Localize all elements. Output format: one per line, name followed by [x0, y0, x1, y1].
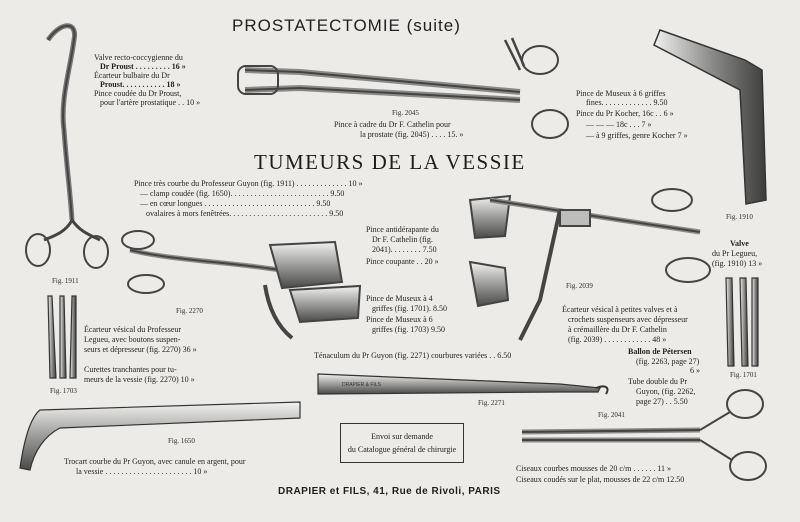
ecarteur-proust-line1: Écarteur bulbaire du Dr — [94, 71, 170, 80]
pince-coupante-line: Pince coupante . . 20 » — [366, 257, 439, 266]
trocart-line2: la vessie . . . . . . . . . . . . . . . . . . . . . . 10 » — [76, 467, 208, 476]
instrument-mark: DRAPIER & FILS — [342, 382, 381, 388]
fig-1911-caption: Fig. 1911 — [52, 277, 79, 285]
pince-cadre-line2: la prostate (fig. 2045) . . . . 15. » — [360, 130, 464, 139]
forceps-fig-1701 — [726, 278, 758, 366]
coeur-longues-line: — en cœur longues . . . . . . . . . . . . . . . . . . . . . . . . . . . . 9.50 — [140, 199, 331, 208]
publisher-footer: DRAPIER et FILS, 41, Rue de Rivoli, PARIS — [278, 486, 501, 497]
pince-guyon-line1: Pince très courbe du Professeur Guyon (fig. 1911) . . . . . . . . . . . . . 10 » — [134, 179, 363, 188]
forceps-fig-1703 — [48, 296, 76, 378]
ecarteur-proust-line2: Proust. . . . . . . . . . . 18 » — [100, 80, 181, 89]
catalogue-notice-box — [340, 423, 464, 463]
cathelin-line4: (fig. 2039) . . . . . . . . . . . . 48 » — [568, 335, 667, 344]
cathelin-line3: à crémaillère du Dr F. Cathelin — [568, 325, 667, 334]
fig-2039-caption: Fig. 2039 — [566, 282, 593, 290]
fig-2271-caption: Fig. 2271 — [478, 399, 505, 407]
valve-proust-line2: Dr Proust . . . . . . . . . 16 » — [100, 62, 186, 71]
legueu-line3: seurs et dépresseur (fig. 2270) 36 » — [84, 345, 197, 354]
tube-line2: Guyon, (fig. 2262, — [636, 387, 696, 396]
title-prostatectomie: PROSTATECTOMIE (suite) — [232, 16, 461, 35]
ballon-line3: 6 » — [690, 366, 700, 375]
trocart-line1: Trocart courbe du Pr Guyon, avec canule en argent, pour — [64, 457, 246, 466]
tenaculum-line: Ténaculum du Pr Guyon (fig. 2271) courbures variées . . 6.50 — [314, 351, 512, 360]
museux-4-line2: griffes (fig. 1701). 8.50 — [372, 304, 447, 313]
antiderapante-line2: Dr F. Cathelin (fig. — [372, 235, 433, 244]
ovalaires-line: ovalaires à mors fenêtrées. . . . . . . . . . . . . . . . . . . . . . . . . 9.50 — [146, 209, 344, 218]
tube-line3: page 27) . . 5.50 — [636, 397, 688, 406]
title-tumeurs: TUMEURS DE LA VESSIE — [254, 150, 526, 174]
ballon-line2: (fig. 2263, page 27) — [636, 357, 700, 366]
museux-6s-line1: Pince de Museux à 6 — [366, 315, 433, 324]
forceps-fig-1911 — [26, 26, 108, 268]
museux-6s-line2: griffes (fig. 1703) 9.50 — [372, 325, 445, 334]
antiderapante-line1: Pince antidérapante du — [366, 225, 439, 234]
clamp-coudee-line: — clamp coudée (fig. 1650). . . . . . . . . . . . . . . . . . . . . . . . . 9.50 — [140, 189, 345, 198]
fig-1703-caption: Fig. 1703 — [50, 387, 77, 395]
valve-legueu-line2: du Pr Legueu, — [712, 249, 758, 258]
museux-4-line1: Pince de Museux à 4 — [366, 294, 433, 303]
ciseaux-courbes-line: Ciseaux courbes mousses de 20 c/m . . . . . . 11 » — [516, 464, 672, 473]
valve-legueu-line3: (fig. 1910) 13 » — [712, 259, 763, 268]
valve-legueu-line1: Valve — [730, 239, 749, 248]
valve-proust-line1: Valve recto-coccygienne du — [94, 53, 183, 62]
fig-1910-caption: Fig. 1910 — [726, 213, 753, 221]
envoi-line2: du Catalogue général de chirurgie — [347, 445, 457, 454]
ciseaux-coudes-line: Ciseaux coudés sur le plat, mousses de 22 c/m 12.50 — [516, 475, 685, 484]
kocher-18-line: — — — 18c . . . 7 » — [586, 120, 652, 129]
cathelin-line2: crochets suspenseurs avec dépresseur — [568, 315, 688, 324]
legueu-line1: Écarteur vésical du Professeur — [84, 325, 182, 334]
ballon-line1: Ballon de Pétersen — [628, 347, 692, 356]
pince-cadre-line1: Pince à cadre du Dr F. Cathelin pour — [334, 120, 451, 129]
fig-1701-caption: Fig. 1701 — [730, 371, 757, 379]
pince-proust-line2: pour l'artère prostatique . . 10 » — [100, 98, 201, 107]
fig-2270-caption: Fig. 2270 — [176, 307, 203, 315]
museux-6-line1: Pince de Museux à 6 griffes — [576, 89, 666, 98]
fig-2045-caption: Fig. 2045 — [392, 109, 419, 117]
kocher-9-line: — à 9 griffes, genre Kocher 7 » — [586, 131, 688, 140]
cathelin-line1: Écarteur vésical à petites valves et à — [562, 305, 678, 314]
curettes-line2: meurs de la vessie (fig. 2270) 10 » — [84, 375, 195, 384]
pince-proust-line1: Pince coudée du Dr Proust, — [94, 89, 182, 98]
museux-6-line2: fines. . . . . . . . . . . . . 9.50 — [586, 98, 668, 107]
legueu-line2: Legueu, avec boutons suspen- — [84, 335, 181, 344]
fig-2041-caption: Fig. 2041 — [598, 411, 625, 419]
envoi-line1: Envoi sur demande — [371, 432, 433, 441]
fig-1650-caption: Fig. 1650 — [168, 437, 195, 445]
kocher-16-line: Pince du Pr Kocher, 16c . . 6 » — [576, 109, 674, 118]
retractor-fig-2270 — [122, 231, 360, 338]
tube-line1: Tube double du Pr — [628, 377, 688, 386]
antiderapante-line3: 2041). . . . . . . . 7.50 — [372, 245, 437, 254]
curettes-line1: Curettes tranchantes pour tu- — [84, 365, 177, 374]
